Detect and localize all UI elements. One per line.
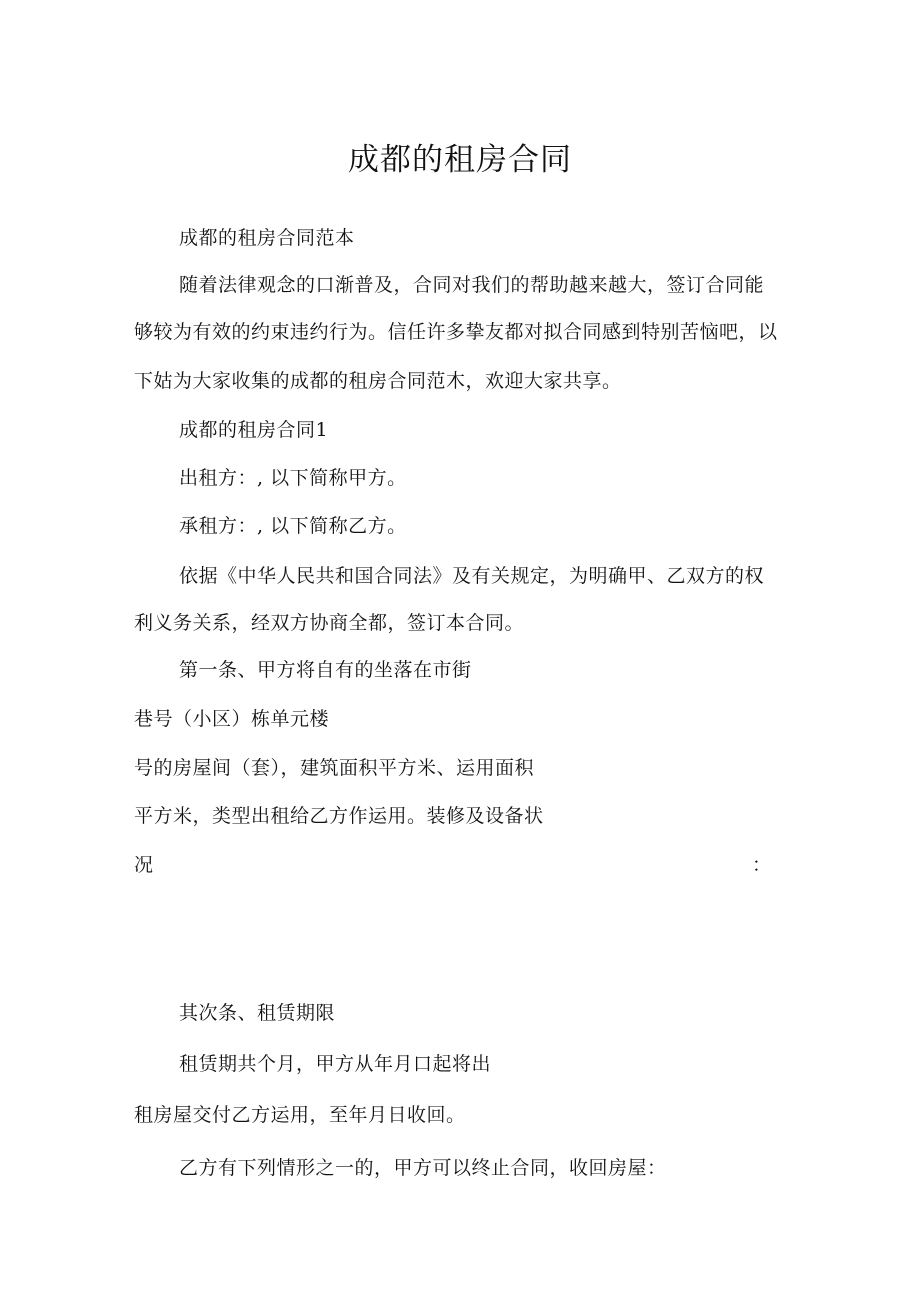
article-2-heading: 其次条、租赁期限 [179,1002,336,1024]
intro-line-3: 下姑为大家收集的成都的租房合同范木，欢迎大家共享。 [134,370,622,392]
basis-line-2: 利义务关系，经双方协商全都，签订本合同。 [134,612,525,634]
article-1-line-2: 巷号（小区）栋单元楼 [134,708,330,730]
basis-line-1: 依据《中华人民共和国合同法》及有关规定，为明确甲、乙双方的权 [179,565,765,587]
lessor-line: 出租方：, 以下简称甲方。 [179,467,407,489]
article-2-line-2: 租房屋交付乙方运用，至年月日收回。 [134,1104,466,1126]
article-1-line-1: 第一条、甲方将自有的坐落在市街 [179,659,472,681]
subtitle-line: 成都的租房合同范本 [179,227,355,249]
lessee-line: 承租方：, 以下简称乙方。 [179,515,407,537]
article-1-colon: ： [752,854,772,876]
document-title: 成都的租房合同 [348,142,572,178]
article-1-line-3: 号的房屋间（套），建筑面积平方米、运用面积 [134,757,535,779]
intro-line-2: 够较为有效的约束违约行为。信任许多挚友都对拟合同感到特别苦恼吧，以 [134,321,778,343]
section-heading: 成都的租房合同1 [179,419,329,441]
article-1-line-5: 况 [134,854,154,876]
article-2-line-1: 租赁期共个月，甲方从年月口起将出 [179,1053,492,1075]
article-1-line-4: 平方米，类型出租给乙方作运用。装修及设备状 [134,805,544,827]
intro-line-1: 随着法律观念的口渐普及，合同对我们的帮助越来越大，签订合同能 [179,274,765,296]
article-2-line-3: 乙方有下列情形之一的，甲方可以终止合同，收回房屋： [179,1157,667,1179]
